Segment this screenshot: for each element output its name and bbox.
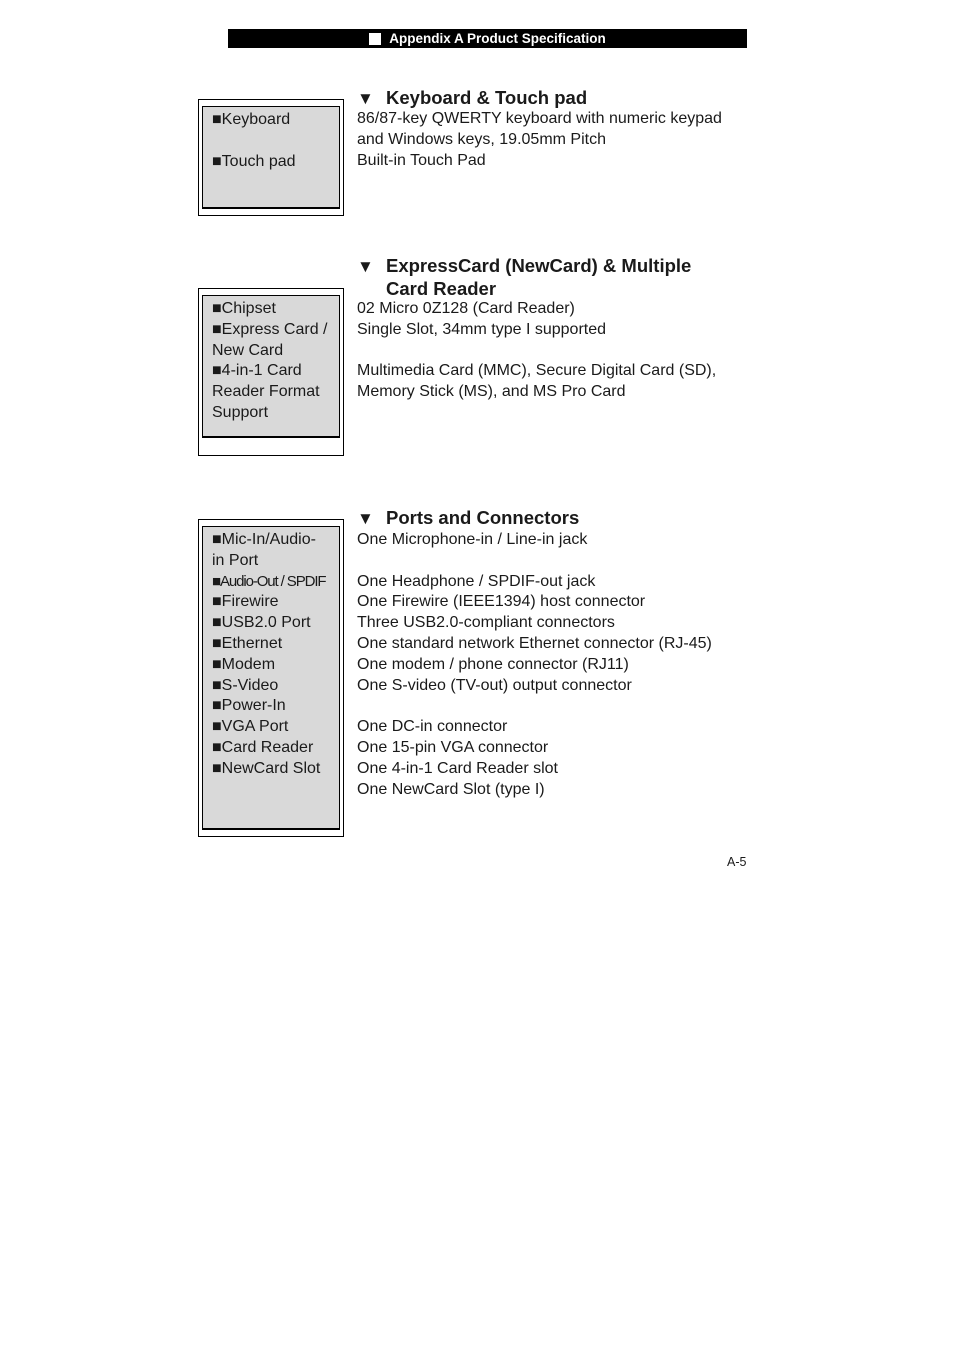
section-desc-expresscard: 02 Micro 0Z128 (Card Reader) Single Slot, 34mm type I supported Multimedia Card (MMC), Secure Digital Card (SD), Memory Stick (MS), and MS Pro Card bbox=[357, 300, 717, 401]
sidebar-item-newcard-slot: ■NewCard Slot bbox=[212, 759, 321, 777]
sidebar-item-audio-out: ■Audio-Out / SPDIF bbox=[212, 572, 326, 590]
sidebar-item-reader-format: Reader Format bbox=[212, 383, 320, 401]
sidebar-item-firewire: ■Firewire bbox=[212, 593, 279, 611]
sidebar-item-express-card: ■Express Card / bbox=[212, 320, 328, 338]
triangle-down-icon: ▼ bbox=[357, 89, 374, 108]
sidebar-box-expresscard bbox=[198, 288, 344, 456]
sidebar-item-s-video: ■S-Video bbox=[212, 676, 279, 694]
sidebar-item-ethernet: ■Ethernet bbox=[212, 634, 283, 652]
sidebar-item-support: Support bbox=[212, 403, 269, 421]
sidebar-item-new-card: New Card bbox=[212, 341, 284, 359]
sidebar-item-mic-in: ■Mic-In/Audio- bbox=[212, 531, 316, 548]
sidebar-box-keyboard bbox=[198, 99, 344, 216]
sidebar-item-card-reader: ■Card Reader bbox=[212, 738, 314, 756]
sidebar-item-mic-in-cont: in Port bbox=[212, 551, 259, 569]
sidebar-item-vga: ■VGA Port bbox=[212, 718, 289, 736]
section-title-keyboard: ▼ Keyboard & Touch pad bbox=[357, 87, 588, 108]
section-desc-ports: One Microphone-in / Line-in jack One Headphone / SPDIF-out jack One Firewire (IEEE1394) host connector Three USB2.0-compliant connectors One standard network Ethernet connector (RJ-45) One modem / phone connector (RJ11) One S-video (TV-out) output connector One DC-in connector One 15-pin VGA connector One 4-in-1 Card Reader slot One NewCard Slot (type I) bbox=[357, 531, 712, 798]
sidebar-item-chipset: ■Chipset bbox=[212, 300, 276, 317]
header-title: Appendix A Product Specification bbox=[389, 31, 606, 46]
section-title-expresscard: ▼ ExpressCard (NewCard) & Multiple Card Reader bbox=[357, 255, 692, 299]
triangle-down-icon: ▼ bbox=[357, 257, 374, 276]
page-header bbox=[228, 29, 747, 48]
section-desc-keyboard: 86/87-key QWERTY keyboard with numeric keypad and Windows keys, 19.05mm Pitch Built-in Touch Pad bbox=[357, 110, 722, 169]
sidebar-box-ports bbox=[198, 519, 344, 837]
sidebar-item-power-in: ■Power-In bbox=[212, 697, 286, 715]
sidebar-item-modem: ■Modem bbox=[212, 655, 276, 673]
sidebar-item-usb: ■USB2.0 Port bbox=[212, 614, 311, 632]
sidebar-item-touch-pad: ■Touch pad bbox=[212, 152, 296, 170]
page-number: A-5 bbox=[727, 855, 747, 869]
triangle-down-icon: ▼ bbox=[357, 509, 374, 528]
sidebar-item-keyboard: ■Keyboard bbox=[212, 111, 291, 128]
header-square-icon bbox=[369, 33, 381, 45]
sidebar-item-card-reader: ■4-in-1 Card bbox=[212, 362, 302, 380]
section-title-ports: ▼ Ports and Connectors bbox=[357, 507, 580, 528]
